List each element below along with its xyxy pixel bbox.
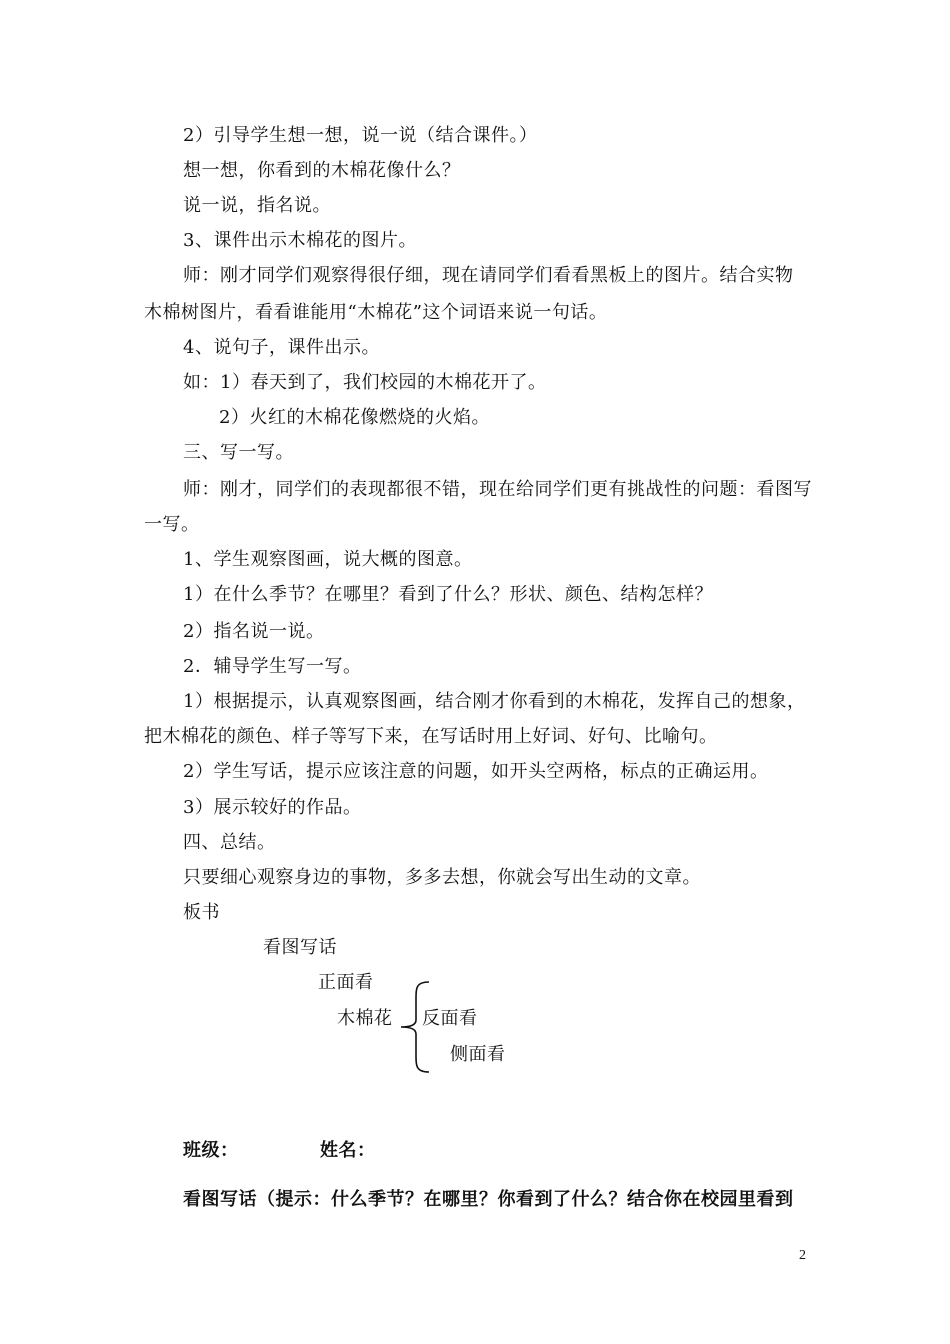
paragraph-line: 1、学生观察图画，说大概的图意。 xyxy=(183,549,473,570)
paragraph-line: 说一说，指名说。 xyxy=(183,195,331,216)
paragraph-line: 只要细心观察身边的事物，多多去想，你就会写出生动的文章。 xyxy=(183,867,701,888)
board-item-side: 侧面看 xyxy=(450,1044,506,1065)
paragraph-line: 想一想，你看到的木棉花像什么？ xyxy=(183,160,461,181)
page-number: 2 xyxy=(799,1248,806,1263)
section-heading: 三、写一写。 xyxy=(183,442,294,463)
name-label: 姓名： xyxy=(320,1140,376,1161)
paragraph-line: 师：刚才同学们观察得很仔细，现在请同学们看看黑板上的图片。结合实物 xyxy=(183,265,794,286)
paragraph-line: 2）学生写话，提示应该注意的问题，如开头空两格，标点的正确运用。 xyxy=(183,761,769,782)
paragraph-line: 木棉树图片，看看谁能用“木棉花”这个词语来说一句话。 xyxy=(144,302,608,323)
writing-prompt: 看图写话（提示：什么季节？在哪里？你看到了什么？结合你在校园里看到 xyxy=(183,1189,794,1210)
paragraph-line: 把木棉花的颜色、样子等写下来，在写话时用上好词、好句、比喻句。 xyxy=(144,726,718,747)
board-item-back: 反面看 xyxy=(422,1008,478,1029)
paragraph-line: 2）指名说一说。 xyxy=(183,621,325,642)
section-heading: 四、总结。 xyxy=(183,832,276,853)
paragraph-line: 1）根据提示，认真观察图画，结合刚才你看到的木棉花，发挥自己的想象， xyxy=(183,691,806,712)
board-center-label: 木棉花 xyxy=(337,1008,393,1029)
board-item-front: 正面看 xyxy=(318,972,374,993)
paragraph-line: 师：刚才，同学们的表现都很不错，现在给同学们更有挑战性的问题：看图写 xyxy=(183,479,812,500)
paragraph-line: 如：1）春天到了，我们校园的木棉花开了。 xyxy=(183,372,547,393)
paragraph-line: 一写。 xyxy=(144,514,200,535)
paragraph-line: 1）在什么季节？在哪里？看到了什么？形状、颜色、结构怎样？ xyxy=(183,584,713,605)
board-title: 看图写话 xyxy=(263,937,337,958)
paragraph-line: 板书 xyxy=(183,902,220,923)
paragraph-line: 3、课件出示木棉花的图片。 xyxy=(183,230,417,251)
paragraph-line: 3）展示较好的作品。 xyxy=(183,797,362,818)
class-label: 班级： xyxy=(183,1140,239,1161)
paragraph-line: 2．辅导学生写一写。 xyxy=(183,656,362,677)
paragraph-line: 2）引导学生想一想，说一说（结合课件。） xyxy=(183,125,538,146)
paragraph-line: 2）火红的木棉花像燃烧的火焰。 xyxy=(219,407,490,428)
paragraph-line: 4、说句子，课件出示。 xyxy=(183,337,380,358)
